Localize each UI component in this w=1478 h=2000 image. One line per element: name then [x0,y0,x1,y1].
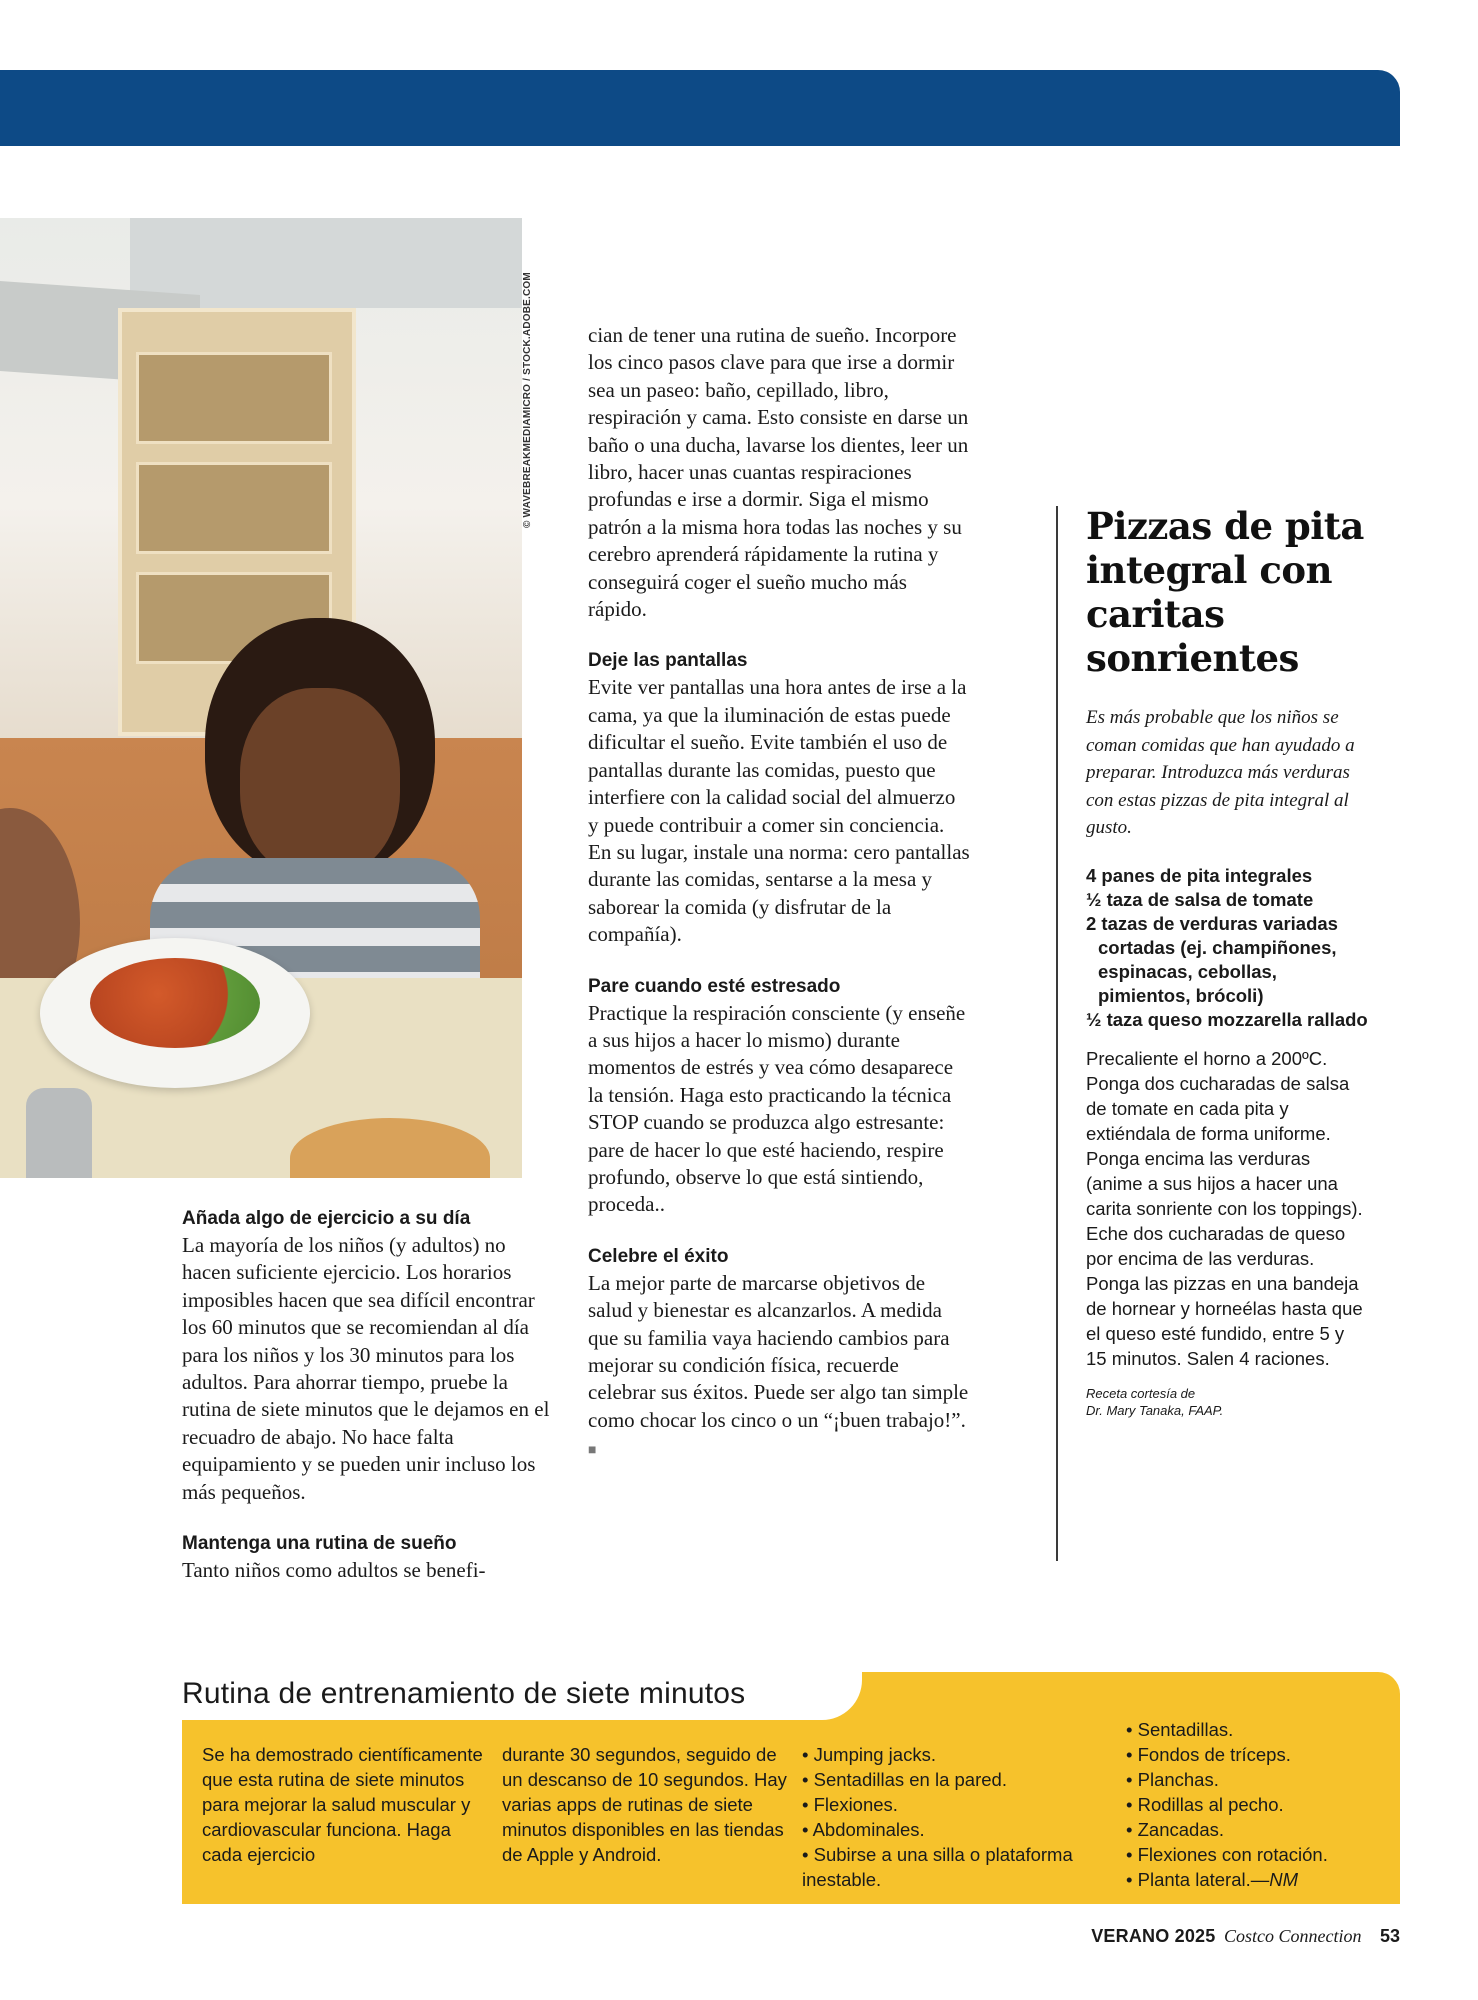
sleep-text-cont: cian de tener una rutina de sueño. Incorpore los cinco pasos clave para que irse a dormir sea un paseo: baño, cepillado, libro, respiración y cama. Esto consiste en darse un baño o una ducha, lavarse los dientes, leer un libro, hacer unas cuantas respiraciones profundas e irse a dormir. Siga el mismo patrón a la misma hora todas las noches y su cerebro aprenderá rápidamente la rutina y conseguirá coger el sueño mucho más rápido. [588,323,969,622]
child-eating-photo [0,218,522,1178]
recipe-intro: Es más probable que los niños se coman comidas que han ayudado a preparar. Introduzca más verduras con estas pizzas de pita integral al gusto. [1086,707,1355,838]
photo-drawer [136,462,332,554]
exercise-item: • Zancadas. [1126,1819,1225,1840]
exercise-item: • Subirse a una silla o plataforma inestable. [802,1844,1073,1890]
exercise-item-last [1126,1867,1386,1892]
screens-text: Evite ver pantallas una hora antes de irse a la cama, ya que la iluminación de estas puede dificultar el sueño. Evite también el uso de pantallas durante las comidas, puesto que interfiere con la calidad social del almuerzo y puede contribuir a comer sin conciencia. En su lugar, instale una norma: cero pantallas durante las comidas, sentarse a la mesa y saborear la comida (y disfrutar de la compañía). [588,675,970,947]
workout-title: Rutina de entrenamiento de siete minutos [182,1677,746,1710]
workout-title-tab [182,1672,862,1720]
exercise-item: • Sentadillas. [1126,1719,1234,1740]
page-footer [1091,1926,1400,1947]
exercise-list-2 [1126,1717,1386,1892]
photo-credit-text: © WAVEBREAKMEDIAMICRO / STOCK.ADOBE.COM [522,272,533,528]
stress-text: Practique la respiración consciente (y enseñe a sus hijos a hacer lo mismo) durante momentos de estrés y vea cómo desaparece la tensión. Haga esto practicando la técnica STOP cuando se produzca algo estresante: pare de hacer lo que esté haciendo, respire profundo, observe lo que está sintiendo, proceda.. [588,1000,966,1217]
exercise-item: • Flexiones. [802,1794,898,1815]
exercise-list-1 [802,1742,1092,1892]
ingredient-item: ½ taza de salsa de tomate [1086,888,1314,910]
middle-column [588,322,970,1465]
success-paragraph [588,1270,970,1465]
photo-food [90,958,260,1048]
left-column [182,1206,558,1584]
ingredient-item: 2 tazas de verduras variadas cortadas (ej. champiñones, espinacas, cebollas, pimientos, brócoli) [1086,912,1338,1006]
recipe-courtesy [1086,1385,1368,1419]
ingredient-item: 4 panes de pita integrales [1086,864,1313,886]
exercise-item: • Planchas. [1126,1769,1219,1790]
courtesy-line-1: Receta cortesía de [1086,1385,1196,1401]
end-mark: ■ [588,1443,597,1459]
exercise-item: • Fondos de tríceps. [1126,1744,1291,1765]
header-bar [0,70,1400,146]
exercise-item: • Flexiones con rotación. [1126,1844,1328,1865]
recipe-title: Pizzas de pita integral con caritas sonrientes [1086,504,1364,680]
exercise-item: • Jumping jacks. [802,1744,936,1765]
exercise-item: • Planta lateral.— [1126,1869,1270,1890]
workout-intro-part1: Se ha demostrado científicamente que esta rutina de siete minutos para mejorar la salud muscular y cardiovascular funciona. Haga cada ejercicio [202,1744,483,1865]
page-number: 53 [1379,1926,1400,1946]
ingredient-item: ½ taza queso mozzarella rallado [1086,1008,1368,1030]
sleep-text-start: Tanto niños como adultos se benefi- [182,1558,486,1583]
photo-drawer [136,352,332,444]
recipe-directions: Precaliente el horno a 200ºC. Ponga dos cucharadas de salsa de tomate en cada pita y extiéndala de forma uniforme. Ponga encima las verduras (anime a sus hijos a hacer una carita sonriente con los toppings). Eche dos cucharadas de queso por encima de las verduras. Ponga las pizzas en una bandeja de hornear y horneélas hasta que el queso esté fundido, entre 5 y 15 minutos. Salen 4 raciones. [1086,1047,1363,1369]
exercise-heading: Añada algo de ejercicio a su día [182,1208,471,1229]
screens-heading: Deje las pantallas [588,650,748,672]
success-heading: Celebre el éxito [588,1245,729,1267]
photo-credit [508,218,533,528]
courtesy-line-2: Dr. Mary Tanaka, FAAP. [1086,1402,1224,1418]
exercise-item: • Rodillas al pecho. [1126,1794,1284,1815]
workout-text-2 [502,1742,792,1867]
author-signoff: NM [1269,1869,1299,1890]
success-text: La mejor parte de marcarse objetivos de salud y bienestar es alcanzarlos. A medida que su familia vaya haciendo cambios para mejorar su condición física, recuerde celebrar sus éxitos. Puede ser algo tan simple como chocar los cinco o un “¡buen trabajo!”. [588,1270,969,1432]
ingredient-list [1086,864,1368,1032]
footer-magazine: Costco Connection [1223,1926,1362,1946]
photo-shaker [26,1088,92,1178]
footer-season: VERANO 2025 [1091,1926,1216,1946]
stress-heading: Pare cuando esté estresado [588,975,841,997]
sleep-heading: Mantenga una rutina de sueño [182,1533,457,1555]
workout-text-1 [202,1742,492,1867]
workout-intro-part2: durante 30 segundos, seguido de un descanso de 10 segundos. Hay varias apps de rutinas de siete minutos disponibles en las tiendas de Apple y Android. [502,1744,787,1865]
exercise-item: • Abdominales. [802,1819,925,1840]
sidebar-rule [1056,506,1058,1561]
photo-child-face [240,688,400,878]
exercise-item: • Sentadillas en la pared. [802,1769,1007,1790]
recipe-sidebar [1086,504,1368,1419]
exercise-text: La mayoría de los niños (y adultos) no hacen suficiente ejercicio. Los horarios imposibles hacen que sea difícil encontrar los 60 minutos que se recomiendan al día para los niños y los 30 minutos para los adultos. Para ahorrar tiempo, pruebe la rutina de siete minutos que le dejamos en el recuadro de abajo. No hace falta equipamiento y se pueden unir incluso los más pequeños. [182,1233,550,1504]
